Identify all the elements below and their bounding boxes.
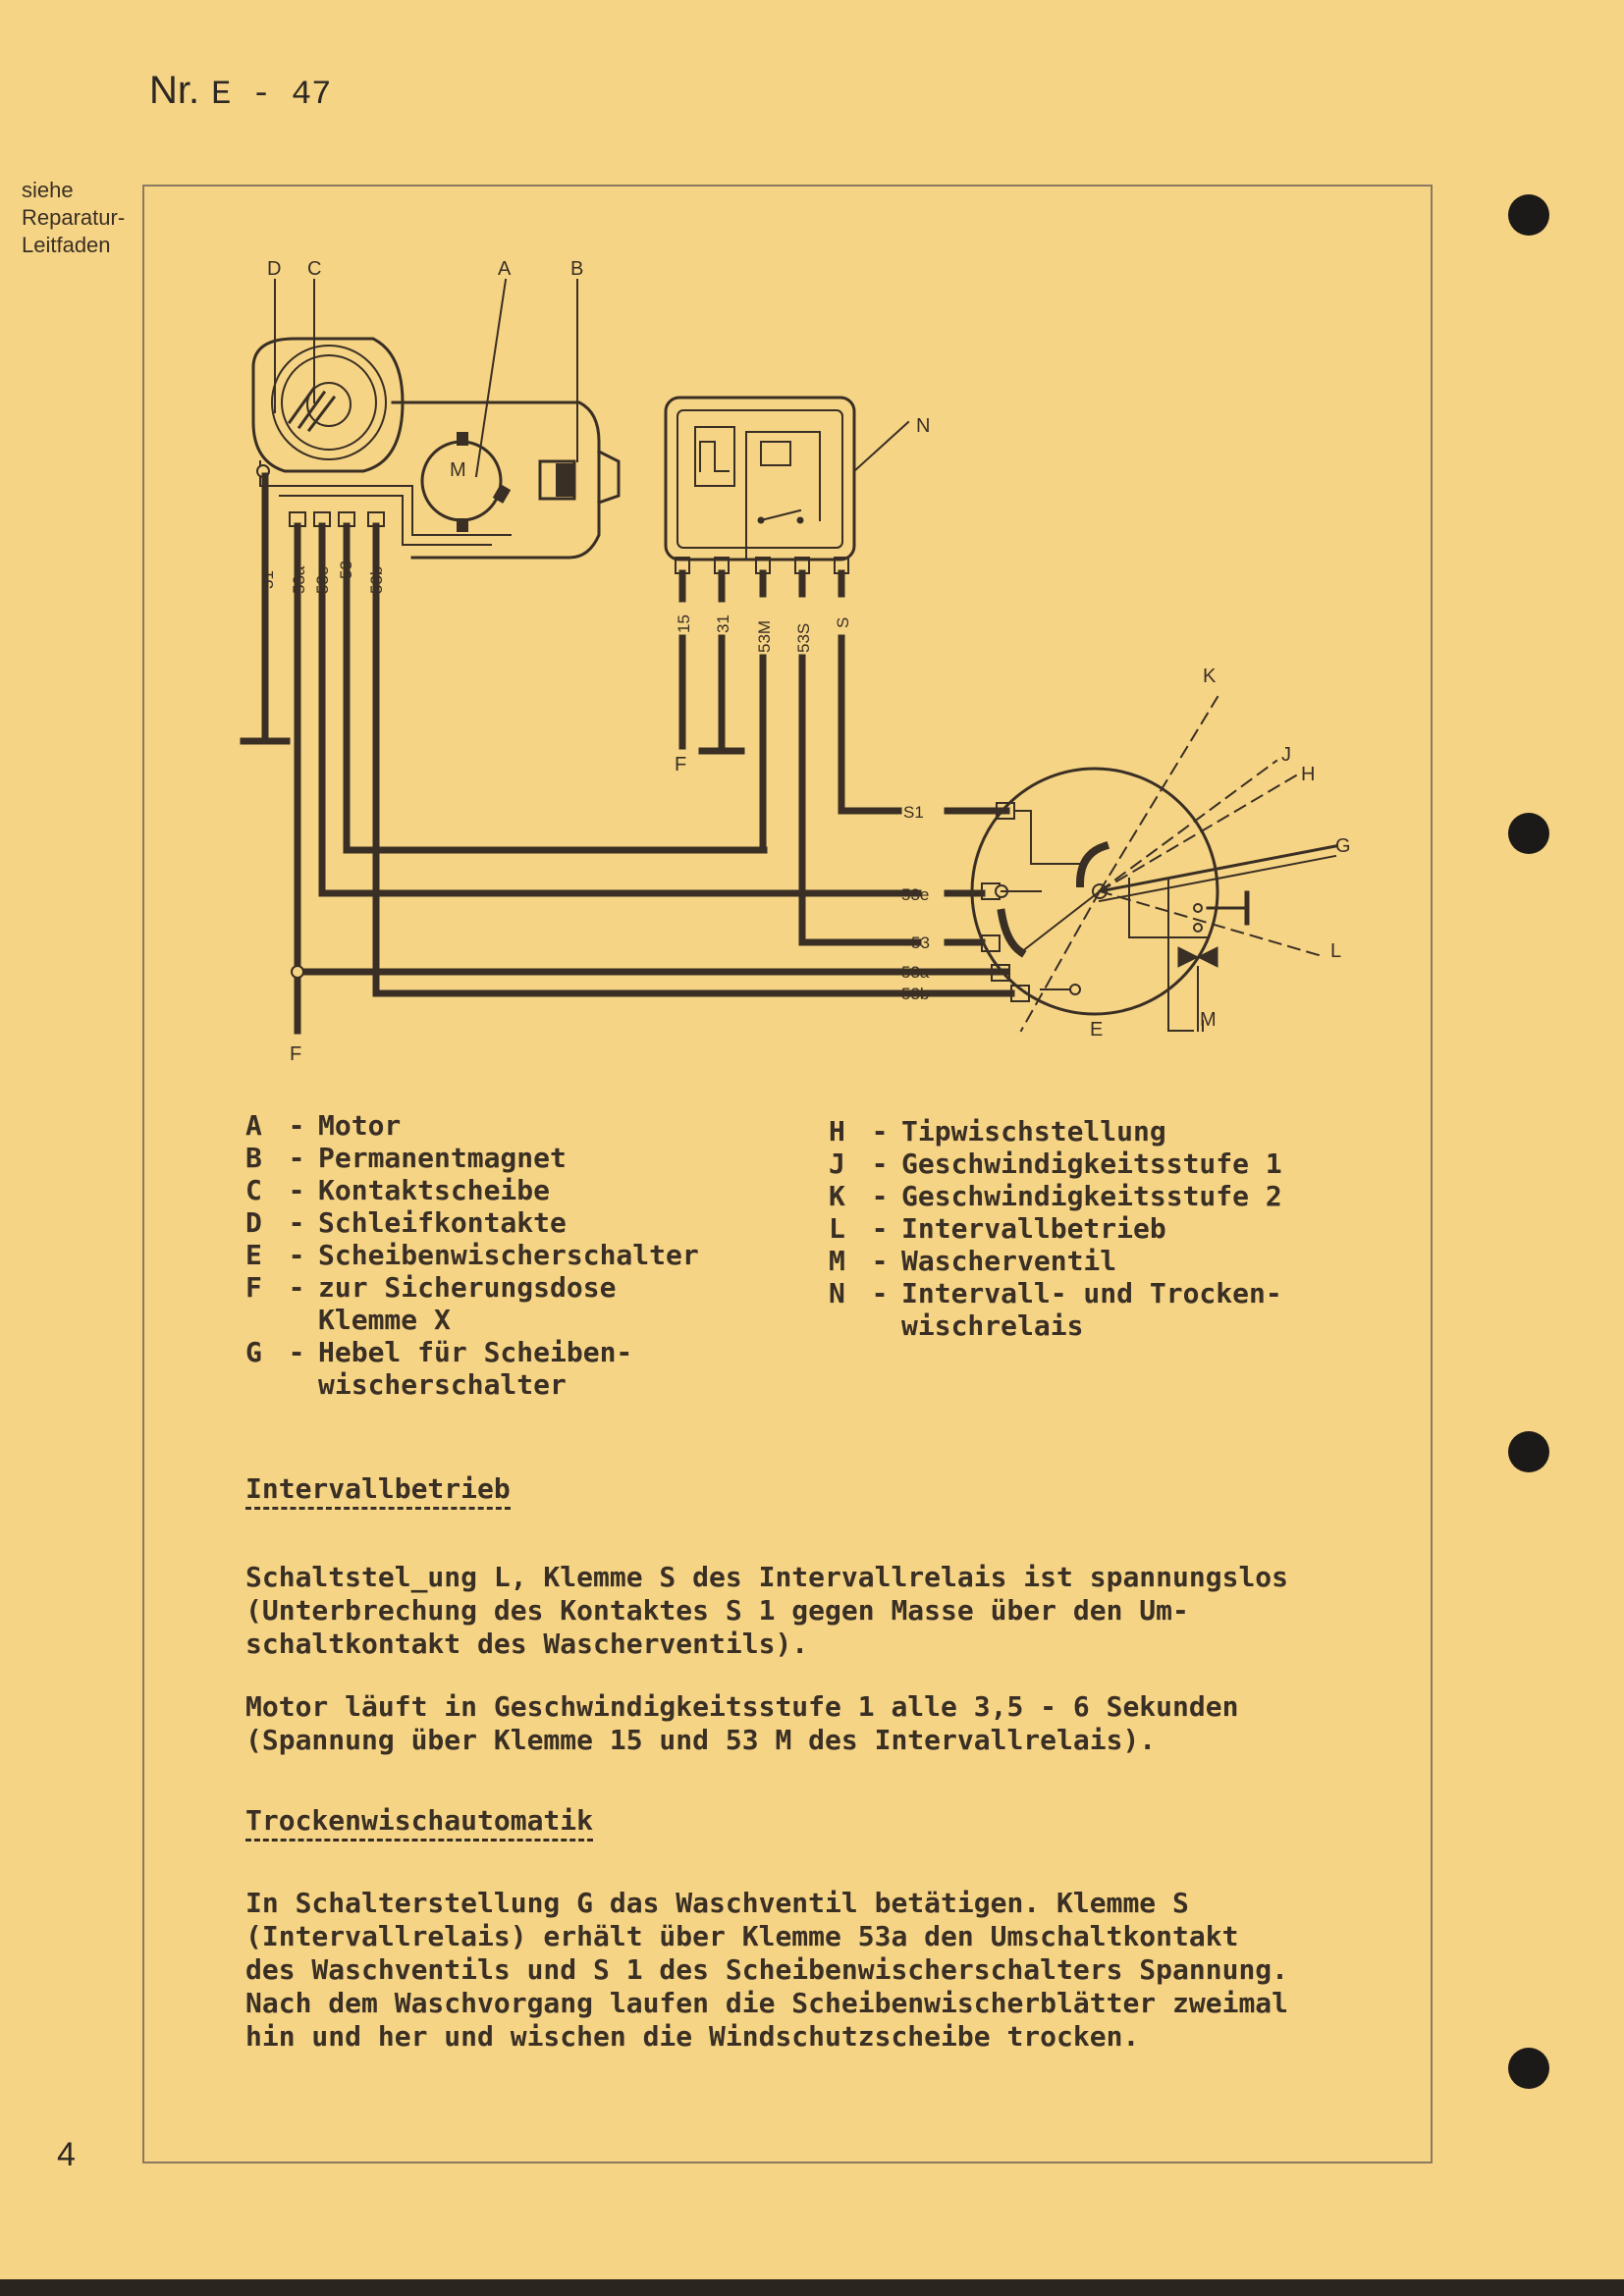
legend-dash: - [871,1180,889,1212]
legend-text: Hebel für Scheiben- [318,1336,633,1368]
legend-key: D [245,1206,262,1239]
legend-row [829,1277,1282,1309]
legend-text: Kontaktscheibe [318,1174,551,1206]
section-title-intervallbetrieb: Intervallbetrieb [245,1472,511,1510]
legend-dash: - [288,1239,305,1271]
legend-text: Geschwindigkeitsstufe 1 [901,1148,1282,1180]
label-J: J [1281,744,1291,766]
legend-text: Schleifkontakte [318,1206,567,1239]
page-number: 4 [57,2136,76,2173]
nr-code: E - 47 [211,77,332,114]
legend-text: zur Sicherungsdose [318,1271,617,1304]
legend-dash: - [288,1109,305,1142]
legend-dash [275,1304,318,1336]
label-H: H [1301,764,1316,785]
legend-text: Geschwindigkeitsstufe 2 [901,1180,1282,1212]
legend-row [829,1212,1282,1245]
legend-text: Tipwischstellung [901,1115,1166,1148]
term-53b: 53b [367,565,386,594]
legend-key: F [245,1271,262,1304]
relay-pin-15: 15 [675,614,693,633]
legend-row [245,1239,699,1271]
term-53e: 53e [313,565,332,594]
relay-pin-31: 31 [714,614,732,633]
legend-text: Wascherventil [901,1245,1117,1277]
legend-row [245,1304,699,1336]
legend-key: K [829,1180,845,1212]
legend-text: Klemme X [318,1304,451,1336]
label-M: M [1200,1009,1217,1031]
label-E: E [1090,1019,1104,1041]
label-D: D [267,258,282,280]
side-note-line: siehe [22,178,74,202]
relay-pin-53M: 53M [755,619,774,653]
paragraph: Schaltstel_ung L, Klemme S des Intervallrelais ist spannungslos (Unterbrechung des Kontaktes S 1 gegen Masse über den Um- schaltkontakt des Wascherventils). [245,1561,1289,1660]
switch-term-S1: S1 [903,803,924,822]
legend-key [829,1309,858,1342]
legend-dash: - [871,1277,889,1309]
legend-text: Permanentmagnet [318,1142,567,1174]
label-F-relay: F [675,754,687,775]
legend-dash: - [288,1174,305,1206]
legend-row [829,1115,1282,1148]
legend-key: N [829,1277,845,1309]
legend-left [245,1109,699,1401]
legend-text: Motor [318,1109,402,1142]
label-N: N [916,415,931,437]
legend-text: Intervall- und Trocken- [901,1277,1282,1309]
legend-row [245,1336,699,1368]
legend-key [245,1304,275,1336]
legend-dash: - [871,1148,889,1180]
legend-dash: - [871,1115,889,1148]
legend-key: A [245,1109,262,1142]
nr-prefix: Nr. [149,69,200,112]
label-G: G [1335,835,1351,857]
legend-key: H [829,1115,845,1148]
switch-term-53e: 53e [901,885,930,904]
legend-text: wischrelais [901,1309,1084,1342]
legend-key: J [829,1148,845,1180]
legend-row [245,1368,699,1401]
legend-row [245,1174,699,1206]
legend-row [829,1245,1282,1277]
side-note-line: Leitfaden [22,233,111,257]
term-53a: 53a [290,565,308,594]
legend-key: C [245,1174,262,1206]
legend-row [829,1309,1282,1342]
term-31: 31 [258,570,277,589]
page-bottom-edge [0,2279,1624,2296]
legend-key: M [829,1245,845,1277]
legend-right [829,1115,1282,1342]
relay-pin-53S: 53S [794,622,813,653]
legend-dash: - [288,1142,305,1174]
legend-text: wischerschalter [318,1368,567,1401]
legend-dash: - [871,1212,889,1245]
label-L: L [1330,940,1342,962]
legend-row [829,1148,1282,1180]
legend-key: G [245,1336,262,1368]
switch-term-53b: 53b [901,985,930,1003]
label-B: B [570,258,584,280]
legend-dash: - [288,1336,305,1368]
relay-pin-S: S [834,616,852,628]
legend-key: B [245,1142,262,1174]
wiring-diagram [0,0,1624,1080]
legend-dash: - [871,1245,889,1277]
legend-row [829,1180,1282,1212]
legend-row [245,1271,699,1304]
legend-dash [275,1368,318,1401]
legend-dash [858,1309,901,1342]
motor-label: M [450,459,466,481]
side-note-line: Reparatur- [22,205,126,230]
legend-dash: - [288,1206,305,1239]
switch-term-53a: 53a [901,963,930,982]
paragraph: Motor läuft in Geschwindigkeitsstufe 1 alle 3,5 - 6 Sekunden (Spannung über Klemme 15 und 53 M des Intervallrelais). [245,1690,1239,1756]
legend-dash: - [288,1271,305,1304]
paragraph: In Schalterstellung G das Waschventil betätigen. Klemme S (Intervallrelais) erhält über Klemme 53a den Umschaltkontakt des Waschventils und S 1 des Scheibenwischerschalters Spannung. Nach dem Waschvorgang laufen die Scheibenwischerblätter zweimal hin und her und wischen die Windschutzscheibe trocken. [245,1887,1289,2053]
legend-key: E [245,1239,262,1271]
legend-key [245,1368,275,1401]
term-53: 53 [337,561,355,579]
label-F-left: F [290,1043,302,1065]
punch-hole [1508,2048,1549,2089]
punch-hole [1508,1431,1549,1472]
label-A: A [498,258,512,280]
legend-key: L [829,1212,845,1245]
legend-text: Intervallbetrieb [901,1212,1166,1245]
section-title-trockenwischautomatik: Trockenwischautomatik [245,1804,593,1842]
label-K: K [1203,666,1217,687]
legend-row [245,1206,699,1239]
legend-row [245,1142,699,1174]
switch-term-53: 53 [911,934,930,952]
legend-text: Scheibenwischerschalter [318,1239,699,1271]
label-C: C [307,258,322,280]
legend-row [245,1109,699,1142]
